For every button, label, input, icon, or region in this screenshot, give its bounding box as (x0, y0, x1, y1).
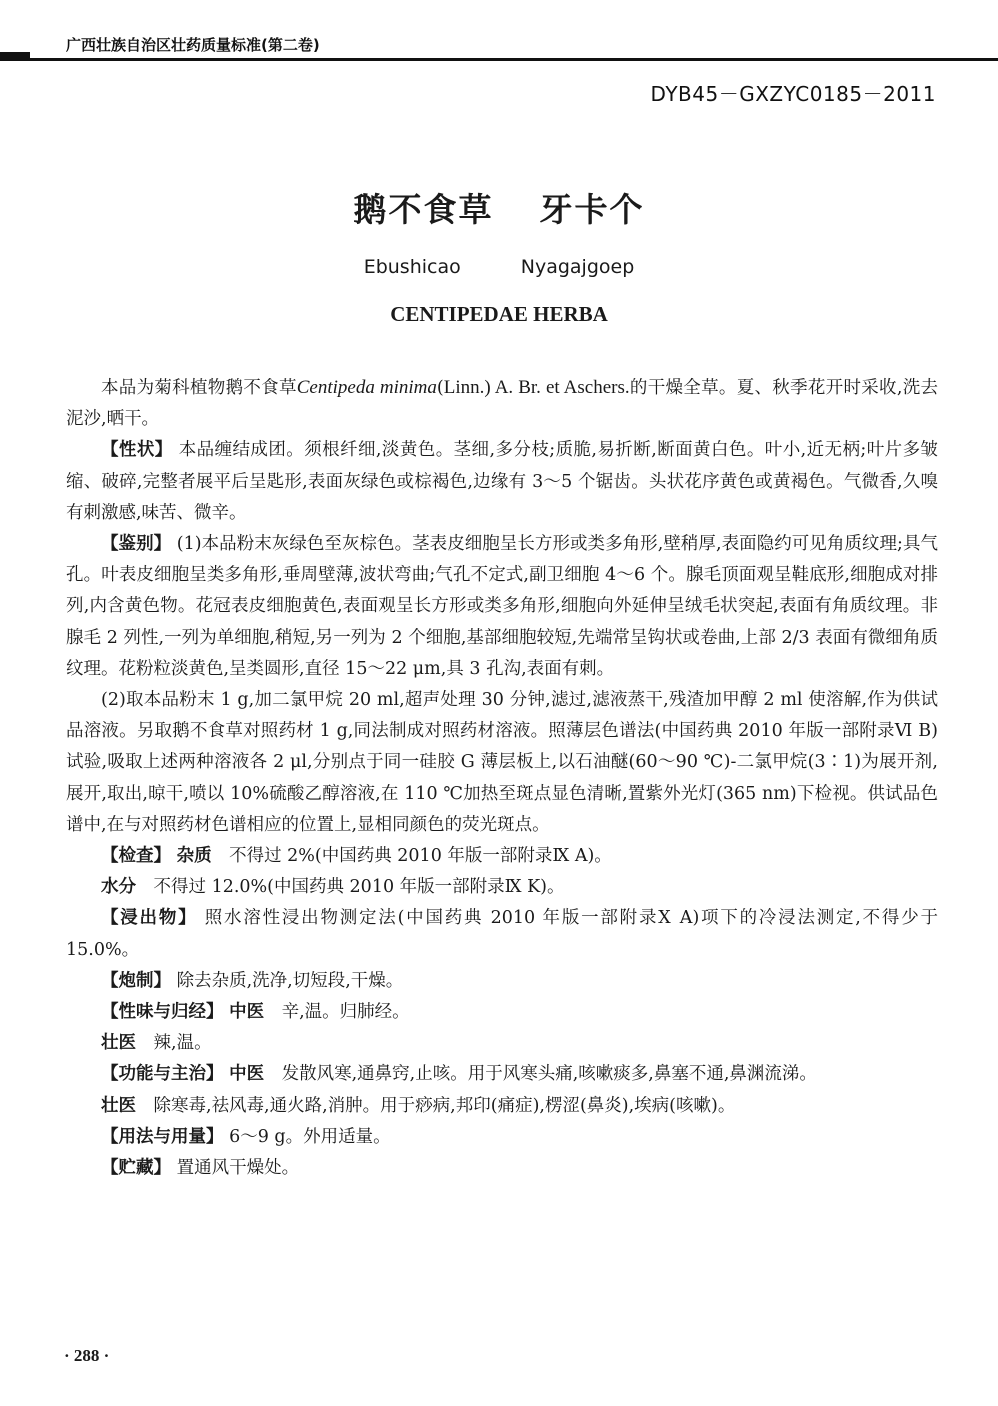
intro-paren: ( (436, 378, 444, 398)
section-text: 不得过 2%(中国药典 2010 年版一部附录Ⅸ A)。 (229, 846, 612, 867)
section-label: 【功能与主治】 (101, 1064, 224, 1085)
title-zhuang: Nyagajgoep (520, 256, 635, 278)
section-label: 【鉴别】 (101, 534, 172, 555)
section-jinchuwu (66, 903, 938, 965)
section-text: 置通风干燥处。 (176, 1158, 300, 1179)
section-zhucang (66, 1153, 938, 1184)
running-header (0, 0, 998, 64)
sub-label: 壮医 (101, 1033, 136, 1054)
monograph-subtitle (0, 256, 998, 278)
section-label: 【性味与归经】 (101, 1002, 224, 1023)
section-label: 【贮藏】 (101, 1158, 171, 1179)
header-rule (0, 58, 998, 61)
section-gongneng (66, 1059, 938, 1090)
section-label: 【用法与用量】 (101, 1126, 224, 1147)
sub-label: 杂质 (176, 846, 212, 867)
section-xingzhuang (66, 435, 938, 529)
section-text: 照水溶性浸出物测定法(中国药典 2010 年版一部附录Ⅹ A)项下的冷浸法测定,不得少于 15.0%。 (66, 908, 938, 960)
intro-paragraph (66, 372, 938, 435)
sub-label: 水分 (101, 877, 136, 898)
section-text: 除寒毒,祛风毒,通火路,消肿。用于痧病,邦印(痛症),楞涩(鼻炎),埃病(咳嗽)。 (153, 1095, 736, 1116)
section-text: 不得过 12.0%(中国药典 2010 年版一部附录Ⅸ K)。 (153, 877, 565, 898)
section-text: 辣,温。 (153, 1033, 212, 1054)
section-label: 【性状】 (101, 440, 173, 461)
title-latin: CENTIPEDAE HERBA (390, 302, 608, 326)
section-jianbie-1 (66, 529, 938, 685)
section-text: 除去杂质,洗净,切短段,干燥。 (176, 970, 404, 991)
intro-text-2: 的干燥全草。夏、秋季花开时采收,洗去泥沙,晒干。 (66, 378, 939, 430)
book-title: 广西壮族自治区壮药质量标准(第二卷) (66, 36, 320, 54)
section-yongfa (66, 1122, 938, 1153)
sub-label: 中医 (229, 1064, 265, 1085)
standard-number: DYB45－GXZYC0185－2011 (650, 82, 936, 106)
section-gongneng-zhuang (66, 1091, 938, 1122)
monograph-title (0, 184, 998, 231)
species-name: Centipeda minima (296, 377, 437, 398)
section-text: 辛,温。归肺经。 (281, 1002, 410, 1023)
section-xingwei (66, 997, 938, 1028)
section-text: (1)本品粉末灰绿色至灰棕色。茎表皮细胞呈长方形或类多角形,壁稍厚,表面隐约可见角质纹理;具气孔。叶表皮细胞呈类多角形,垂周壁薄,波状弯曲;气孔不定式,副卫细胞 4～6 个。腺毛顶面观呈鞋底形,细胞成对排列,内含黄色物。花冠表皮细胞黄色,表面观呈长方形或类多角形,细胞向外延伸呈绒毛状突起,表面有角质纹理。非腺毛 2 列性,一列为单细胞,稍短,另一列为 2 个细胞,基部细胞较短,先端常呈钩状或卷曲,上部 2/3 表面有微细角质纹理。花粉粒淡黄色,呈类圆形,直径 15～22 μm,具 3 孔沟,表面有刺。 (66, 534, 938, 679)
section-label: 【炮制】 (101, 970, 171, 991)
title-zhuang-chinese: 牙卡个 (539, 190, 645, 229)
section-xingwei-zhuang (66, 1028, 938, 1059)
section-text: 本品缠结成团。须根纤细,淡黄色。茎细,多分枝;质脆,易折断,断面黄白色。叶小,近无柄;叶片多皱缩、破碎,完整者展平后呈匙形,表面灰绿色或棕褐色,边缘有 3～5 个锯齿。头状花序黄色或黄褐色。气微香,久嗅有刺激感,味苦、微辛。 (66, 440, 938, 523)
page-number: · 288 · (64, 1346, 110, 1365)
intro-text: 本品为菊科植物鹅不食草 (101, 378, 297, 398)
section-label: 【浸出物】 (101, 908, 198, 929)
section-text: 发散风寒,通鼻窍,止咳。用于风寒头痛,咳嗽痰多,鼻塞不通,鼻渊流涕。 (281, 1064, 817, 1085)
section-paozhi (66, 966, 938, 997)
title-chinese: 鹅不食草 (353, 190, 494, 229)
title-pinyin: Ebushicao (363, 256, 461, 278)
section-jiancha (66, 841, 938, 872)
section-label: 【检查】 (101, 846, 171, 867)
section-text: 6～9 g。外用适量。 (229, 1126, 391, 1147)
sub-label: 中医 (229, 1002, 265, 1023)
section-jiancha-water (66, 872, 938, 903)
monograph-body (66, 372, 938, 1184)
sub-label: 壮医 (101, 1095, 136, 1116)
section-text: (2)取本品粉末 1 g,加二氯甲烷 20 ml,超声处理 30 分钟,滤过,滤液蒸干,残渣加甲醇 2 ml 使溶解,作为供试品溶液。另取鹅不食草对照药材 1 g,同法制成对照药材溶液。照薄层色谱法(中国药典 2010 年版一部附录Ⅵ B)试验,吸取上述两种溶液各 2 μl,分别点于同一硅胶 G 薄层板上,以石油醚(60～90 ℃)-二氯甲烷(3∶1)为展开剂,展开,取出,晾干,喷以 10%硫酸乙醇溶液,在 110 ℃加热至斑点显色清晰,置紫外光灯(365 nm)下检视。供试品色谱中,在与对照药材色谱相应的位置上,显相同颜色的荧光斑点。 (66, 690, 938, 835)
section-jianbie-2 (66, 685, 938, 841)
species-authority: Linn.) A. Br. et Aschers. (443, 377, 630, 398)
